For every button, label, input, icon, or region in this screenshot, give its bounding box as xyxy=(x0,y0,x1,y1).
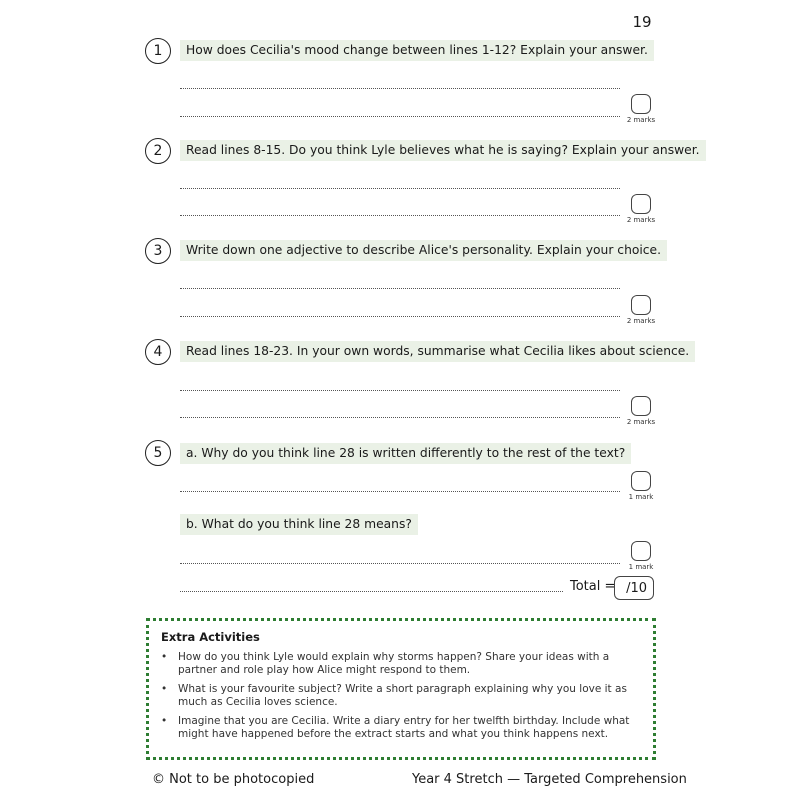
book-title: Year 4 Stretch — Targeted Comprehension xyxy=(412,772,687,787)
mark-box[interactable] xyxy=(631,94,651,114)
total-score-box[interactable]: /10 xyxy=(614,576,654,600)
answer-line[interactable] xyxy=(180,116,620,117)
total-label: Total = xyxy=(570,579,616,594)
extra-activities-title: Extra Activities xyxy=(161,630,260,644)
answer-line[interactable] xyxy=(180,591,563,592)
question-2-number: 2 xyxy=(145,138,171,164)
question-5-number: 5 xyxy=(145,440,171,466)
answer-line[interactable] xyxy=(180,188,620,189)
marks-label: 2 marks xyxy=(626,418,656,426)
question-2-text: Read lines 8-15. Do you think Lyle believes what he is saying? Explain your answer. xyxy=(180,140,706,161)
answer-line[interactable] xyxy=(180,88,620,89)
question-4-text: Read lines 18-23. In your own words, summarise what Cecilia likes about science. xyxy=(180,341,695,362)
activity-item: • What is your favourite subject? Write a short paragraph explaining why you love it as much as Cecilia loves science. xyxy=(178,683,641,709)
marks-label: 2 marks xyxy=(626,216,656,224)
page-number: 19 xyxy=(632,13,652,31)
answer-line[interactable] xyxy=(180,215,620,216)
question-3-number: 3 xyxy=(145,238,171,264)
answer-line[interactable] xyxy=(180,390,620,391)
question-5a-text: a. Why do you think line 28 is written differently to the rest of the text? xyxy=(180,443,631,464)
extra-activities-box xyxy=(146,618,656,760)
activity-item: • How do you think Lyle would explain why storms happen? Share your ideas with a partner and role play how Alice might respond to them. xyxy=(178,651,641,677)
marks-label: 2 marks xyxy=(626,317,656,325)
mark-box[interactable] xyxy=(631,471,651,491)
question-1-text: How does Cecilia's mood change between lines 1-12? Explain your answer. xyxy=(180,40,654,61)
answer-line[interactable] xyxy=(180,316,620,317)
answer-line[interactable] xyxy=(180,563,620,564)
copyright-notice: © Not to be photocopied xyxy=(152,772,315,787)
mark-box[interactable] xyxy=(631,194,651,214)
marks-label: 1 mark xyxy=(628,563,654,571)
mark-box[interactable] xyxy=(631,295,651,315)
answer-line[interactable] xyxy=(180,417,620,418)
marks-label: 2 marks xyxy=(626,116,656,124)
extra-activities-list xyxy=(161,651,641,741)
mark-box[interactable] xyxy=(631,541,651,561)
answer-line[interactable] xyxy=(180,491,620,492)
mark-box[interactable] xyxy=(631,396,651,416)
activity-item: • Imagine that you are Cecilia. Write a diary entry for her twelfth birthday. Include what might have happened before the extract starts and what you think happens next. xyxy=(178,715,641,741)
question-5b-text: b. What do you think line 28 means? xyxy=(180,514,418,535)
answer-line[interactable] xyxy=(180,288,620,289)
question-4-number: 4 xyxy=(145,339,171,365)
marks-label: 1 mark xyxy=(628,493,654,501)
question-3-text: Write down one adjective to describe Alice's personality. Explain your choice. xyxy=(180,240,667,261)
question-1-number: 1 xyxy=(145,38,171,64)
